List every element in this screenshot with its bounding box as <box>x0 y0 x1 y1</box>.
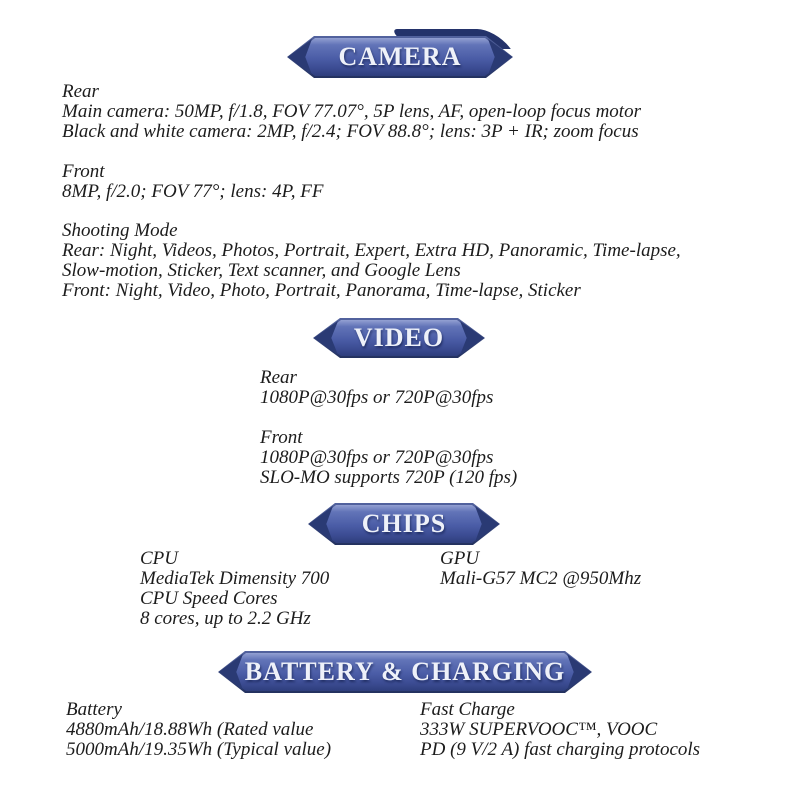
video-front-block <box>260 428 517 488</box>
spec-line: Slow-motion, Sticker, Text scanner, and Google Lens <box>62 260 461 281</box>
battery-banner <box>218 651 592 693</box>
spec-line: 333W SUPERVOOC™, VOOC <box>420 719 658 740</box>
spec-heading: Shooting Mode <box>62 220 178 241</box>
spec-line: 1080P@30fps or 720P@30fps <box>260 447 494 468</box>
spec-heading: CPU <box>140 548 178 569</box>
spec-line: 1080P@30fps or 720P@30fps <box>260 387 494 408</box>
spec-line: Mali-G57 MC2 @950Mhz <box>440 568 642 589</box>
camera-shooting-mode-block <box>62 221 681 301</box>
spec-heading: Rear <box>260 367 297 388</box>
spec-heading: Front <box>260 427 303 448</box>
spec-heading: Rear <box>62 81 99 102</box>
spec-heading: GPU <box>440 548 480 569</box>
camera-front-block <box>62 162 323 202</box>
spec-heading: Fast Charge <box>420 699 515 720</box>
spec-line: PD (9 V/2 A) fast charging protocols <box>420 739 701 760</box>
battery-banner-label: BATTERY & CHARGING <box>244 657 566 686</box>
chips-cpu-block <box>140 549 329 629</box>
spec-line: 8 cores, up to 2.2 GHz <box>140 608 311 629</box>
camera-banner <box>287 36 513 78</box>
spec-line: SLO-MO supports 720P (120 fps) <box>260 467 518 488</box>
chips-banner-label: CHIPS <box>361 509 447 538</box>
video-banner-label: VIDEO <box>353 323 445 352</box>
spec-line: 8MP, f/2.0; FOV 77°; lens: 4P, FF <box>62 181 324 202</box>
battery-block <box>66 700 331 760</box>
spec-line: 5000mAh/19.35Wh (Typical value) <box>66 739 332 760</box>
spec-line: Black and white camera: 2MP, f/2.4; FOV 88.8°; lens: 3P + IR; zoom focus <box>62 121 639 142</box>
spec-heading: Battery <box>66 699 122 720</box>
spec-line: MediaTek Dimensity 700 <box>140 568 330 589</box>
camera-banner-label: CAMERA <box>338 42 462 71</box>
spec-line: 4880mAh/18.88Wh (Rated value <box>66 719 314 740</box>
spec-line: Front: Night, Video, Photo, Portrait, Panorama, Time-lapse, Sticker <box>62 280 581 301</box>
fast-charge-block <box>420 700 700 760</box>
video-banner <box>313 318 485 358</box>
spec-line: CPU Speed Cores <box>140 588 278 609</box>
spec-line: Rear: Night, Videos, Photos, Portrait, Expert, Extra HD, Panoramic, Time-lapse, <box>62 240 681 261</box>
camera-rear-block <box>62 82 641 142</box>
video-rear-block <box>260 368 493 408</box>
spec-line: Main camera: 50MP, f/1.8, FOV 77.07°, 5P lens, AF, open-loop focus motor <box>62 101 641 122</box>
chips-banner <box>308 503 500 545</box>
chips-gpu-block <box>440 549 641 589</box>
spec-heading: Front <box>62 161 105 182</box>
